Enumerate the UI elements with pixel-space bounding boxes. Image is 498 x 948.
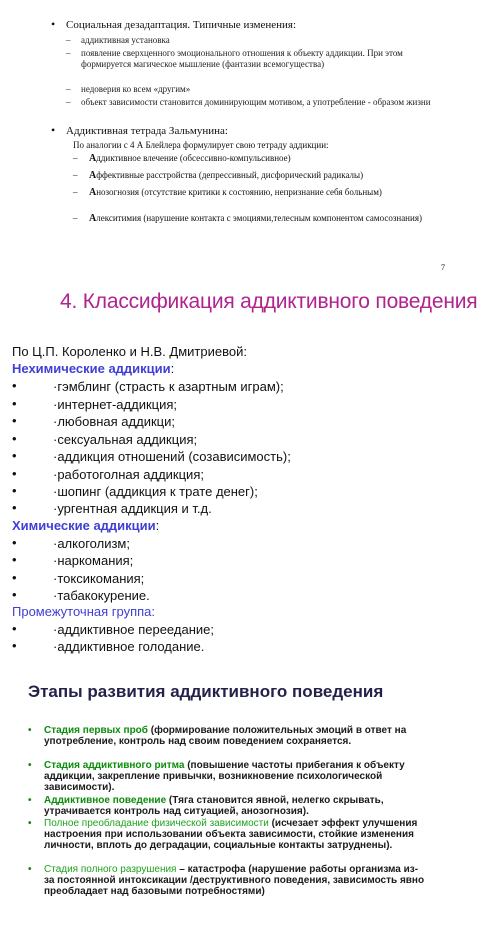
slide-title: Этапы развития аддиктивного поведения	[28, 682, 384, 701]
slide-classification: 4. Классификация аддиктивного поведения По Ц.П. Короленко и Н.В. Дмитриевой: Нехимические аддикции: • ·гэмблинг (страсть к азартным играм); • ·интернет-аддикция; • ·любовная аддикци; • ·сексуальная аддикция; • ·аддикция отношений (созависимость); • ·работоголная аддикция; • ·шопинг (аддикция к трате денег); • ·ургентная аддикция и т.д. Химические аддикции: • ·алкоголизм; • ·наркомания; • ·токсикомания; • ·табакокурение. Промежуточная группа: • ·аддиктивное переедание; • ·аддиктивное голодание.	[12, 290, 478, 654]
title-text: Классификация аддиктивного поведения	[82, 290, 478, 313]
group-heading-chemical: Химические аддикции:	[12, 518, 160, 533]
bullet-marker: •	[51, 123, 56, 137]
source-line: По Ц.П. Короленко и Н.В. Дмитриевой:	[12, 344, 247, 359]
page-number: 7	[441, 263, 445, 272]
group-heading-nonchemical: Нехимические аддикции:	[12, 361, 175, 376]
slide-social-maladaptation: • Социальная дезадаптация. Типичные изменения: – аддиктивная установка – появление сверхценного эмоционального отношения к объекту аддикции. При этом формируется магическое мышление (фантазии всемогущества) – недоверия ко всем «другим» – объект зависимости становится доминирующим мотивом, а употребление - образом жизни • Аддиктивная тетрада Зальмунина: По аналогии с 4 А Блейлера формулирует свою тетраду аддикции: – Аддиктивное влечение (обсессивно-компульсивное) – Аффективные расстройства (депрессивный, дисфорический радикалы) – Анозогнозия (отсутствие критики к состоянию, непризнание себя больным) – Алекситимия (нарушение контакта с эмоциями,телесным компонентом самосознания) 7	[51, 17, 445, 272]
slide-development-stages: Этапы развития аддиктивного поведения • Стадия первых проб (формирование положительных эмоций в ответ на употребление, контроль над своим поведением сохраняется. • Стадия аддиктивного ритма (повышение частоты прибегания к объекту аддикции, закрепление привычки, возникновение психологической зависимости). • Аддиктивное поведение (Тяга становится явной, нелегко скрывать, утрачивается контроль над ситуацией, анозогнозия). • Полное преобладание физической зависимости (исчезает эффект улучшения настроения при использовании объекта зависимости, стойкие изменения личности, вплоть до деградации, социальные контакты затруднены). • Стадия полного разрушения – катастрофа (нарушение работы организма из-за постоянной интоксикации /деструктивного поведения, зависимость явно преобладает над базовыми потребностями)	[28, 682, 425, 897]
bullet-social-maladaptation: Социальная дезадаптация. Типичные изменения:	[66, 19, 297, 31]
group-heading-intermediate: Промежуточная группа:	[12, 604, 155, 619]
title-number: 4.	[60, 290, 78, 313]
slide-title	[60, 290, 477, 314]
bullet-marker: •	[51, 17, 56, 31]
tetrad-lead-text: По аналогии с 4 А Блейлера формулирует свою тетраду аддикции:	[73, 140, 329, 150]
bullet-addictive-tetrad: Аддиктивная тетрада Зальмунина:	[66, 125, 228, 137]
